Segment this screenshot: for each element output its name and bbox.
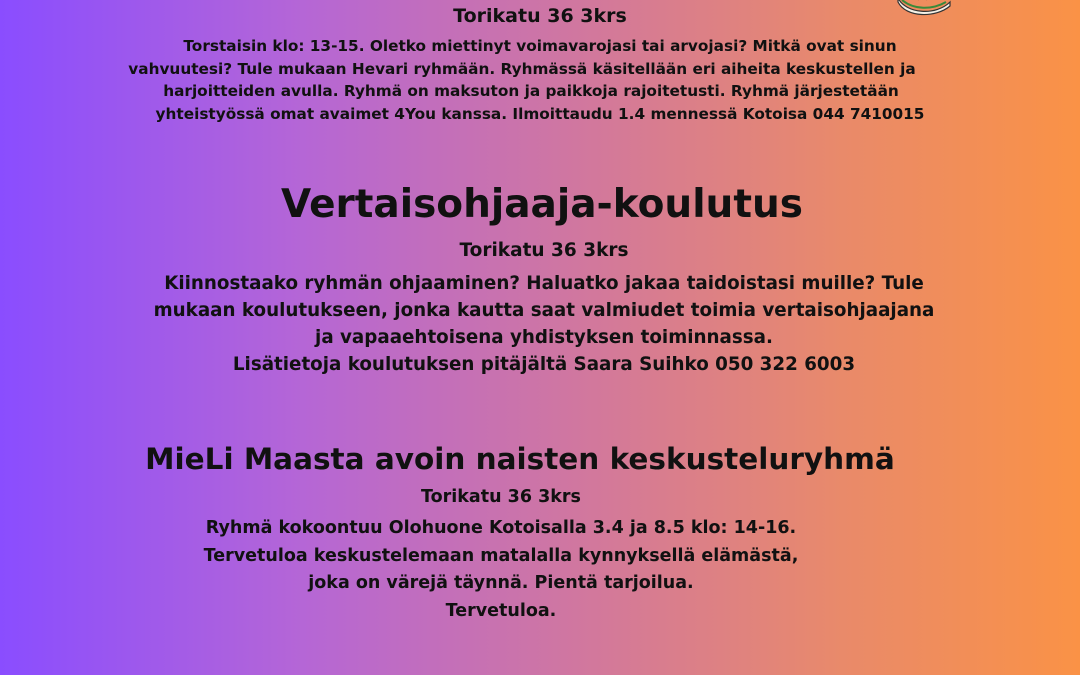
section2-title: Vertaisohjaaja-koulutus [281,182,803,227]
section3-title: MieLi Maasta avoin naisten keskusteluryhmä [145,442,895,476]
section1-body-line: vahvuutesi? Tule mukaan Hevari ryhmään. Ryhmässä käsitellään eri aiheita keskustellen ja [128,59,916,78]
section3-address: Torikatu 36 3krs [421,487,581,507]
section2-body-line: mukaan koulutukseen, jonka kautta saat valmiudet toimia vertaisohjaajana [153,300,935,321]
section2-body [4,270,1080,378]
section3-body-line: Tervetuloa. [445,600,557,621]
section1-body-line: harjoitteiden avulla. Ryhmä on maksuton ja paikkoja rajoitetusti. Ryhmä järjestetään [163,82,899,100]
section2-address: Torikatu 36 3krs [459,240,629,261]
section2-body-line: Lisätietoja koulutuksen pitäjältä Saara Suihko 050 322 6003 [232,354,856,375]
section1-body-line: Torstaisin klo: 13-15. Oletko miettinyt voimavarojasi tai arvojasi? Mitkä ovat sinun [183,37,897,55]
section3-body-line: Ryhmä kokoontuu Olohuone Kotoisalla 3.4 ja 8.5 klo: 14-16. [205,518,797,538]
section2-body-line: Kiinnostaako ryhmän ohjaaminen? Haluatko jakaa taidoistasi muille? Tule [164,273,924,294]
section1-address: Torikatu 36 3krs [453,5,627,27]
section3-body-line: Tervetuloa keskustelemaan matalalla kynnyksellä elämästä, [203,545,799,566]
section3-body [0,515,1041,625]
section1-body-line: yhteistyössä omat avaimet 4You kanssa. Ilmoittaudu 1.4 mennessä Kotoisa 044 7410015 [155,104,925,123]
section3-body-line: joka on värejä täynnä. Pientä tarjoilua. [308,573,694,593]
section2-body-line: ja vapaaehtoisena yhdistyksen toiminnassa. [315,327,773,348]
section1-body [0,35,1080,125]
sneaker-icon [896,0,952,18]
